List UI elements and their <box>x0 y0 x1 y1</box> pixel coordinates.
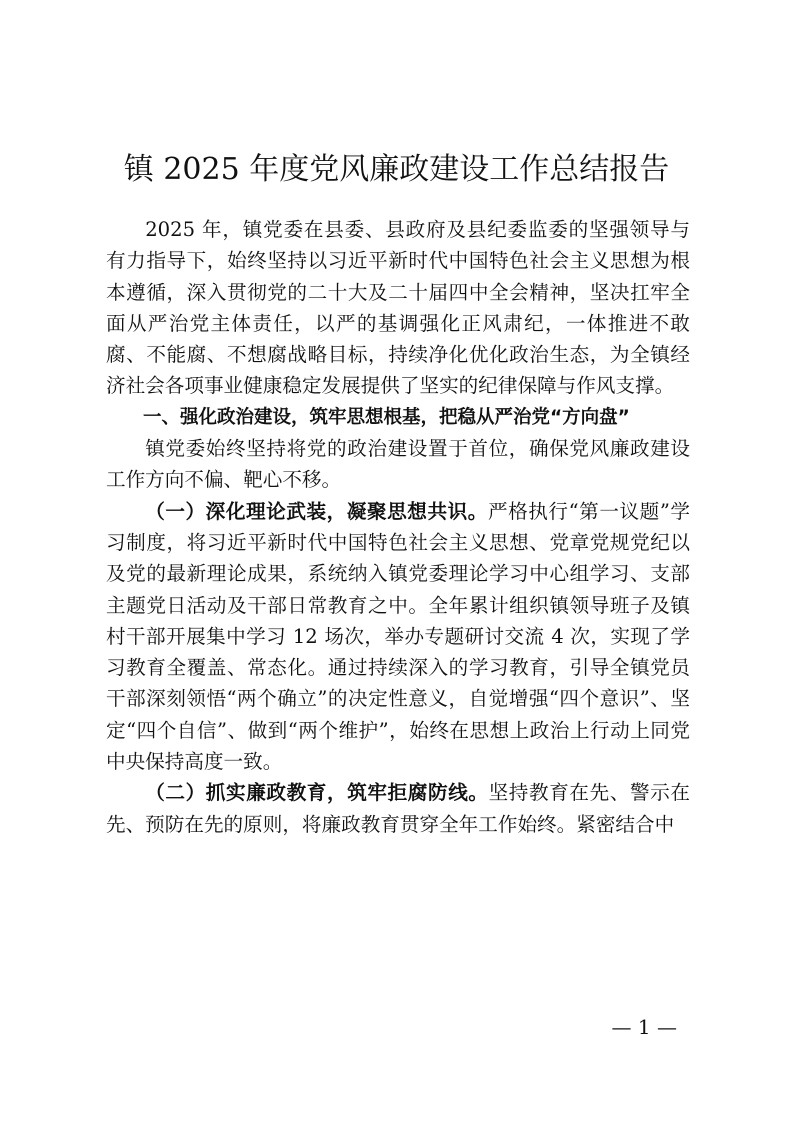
item-2-lead: （二）抓实廉政教育，筑牢拒腐防线。 <box>145 781 489 805</box>
item-2-paragraph <box>106 777 690 840</box>
item-2-text: 坚持教育在先、警示在先、预防在先的原则，将廉政教育贯穿全年工作始终。紧密结合中 <box>106 781 691 836</box>
intro-paragraph: 2025 年，镇党委在县委、县政府及县纪委监委的坚强领导与有力指导下，始终坚持以习近平新时代中国特色社会主义思想为根本遵循，深入贯彻党的二十大及二十届四中全会精神，坚决扛牢全面从严治党主体责任，以严的基调强化正风肃纪，一体推进不敢腐、不能腐、不想腐战略目标，持续净化优化政治生态，为全镇经济社会各项事业健康稳定发展提供了坚实的纪律保障与作风支撑。 <box>106 218 690 398</box>
document-body <box>106 214 690 840</box>
item-1-paragraph <box>106 496 690 778</box>
page-number: — 1 — <box>611 1015 677 1039</box>
section-1-intro-paragraph: 镇党委始终坚持将党的政治建设置于首位，确保党风廉政建设工作方向不偏、靶心不移。 <box>106 437 690 492</box>
document-title: 镇 2025 年度党风廉政建设工作总结报告 <box>123 152 670 187</box>
section-heading-1: 一、强化政治建设，筑牢思想根基，把稳从严治党“方向盘” <box>143 406 630 428</box>
item-1-lead: （一）深化理论武装，凝聚思想共识。 <box>145 499 488 523</box>
item-1-text: 严格执行“第一议题”学习制度，将习近平新时代中国特色社会主义思想、党章党规党纪以及党的最新理论成果，系统纳入镇党委理论学习中心组学习、支部主题党日活动及干部日常教育之中。全年累计组织镇领导班子及镇村干部开展集中学习 12 场次，举办专题研讨交流 4 次，实现了学习教育全覆盖、常态化。通过持续深入的学习教育，引导全镇党员干部深刻领悟“两个确立”的决定性意义，自觉增强“四个意识”、坚定“四个自信”、做到“两个维护”，始终在思想上政治上行动上同党中央保持高度一致。 <box>106 499 690 774</box>
